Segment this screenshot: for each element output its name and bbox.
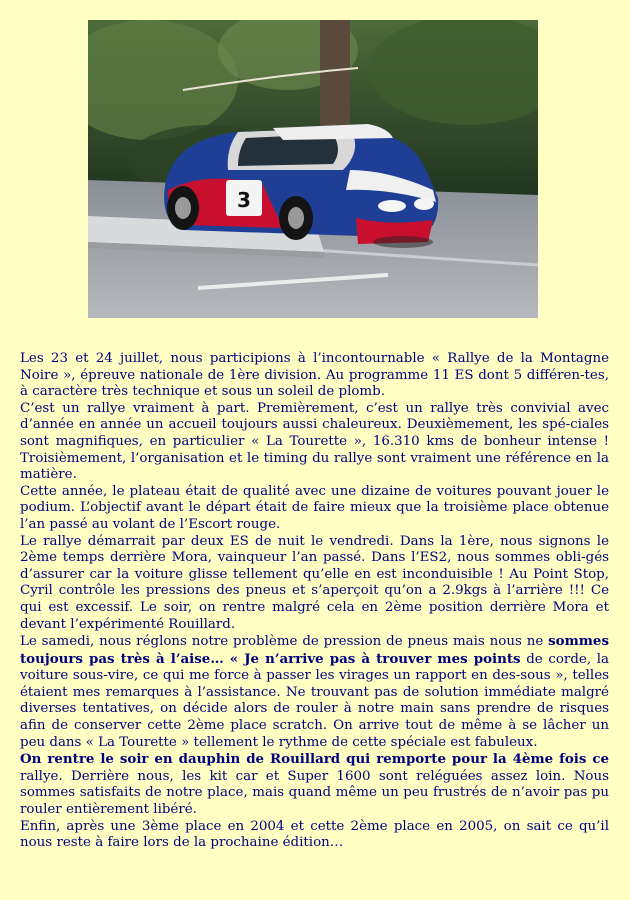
paragraph-result-end: rallye. Derrière nous, les kit car et Super 1600 sont reléguées assez loin. Nous sommes satisfaits de notre place, mais quand même un peu frustrés de n’avoir pas pu rouler entièrement libéré.: [20, 768, 609, 818]
paragraph-rally-description: C’est un rallye vraiment à part. Premièrement, c’est un rallye très convivial avec d’année en année un accueil toujours aussi chaleureux. Deuxièmement, les spé-ciales sont magnifiques, en particulier « La Tourette », 16.310 kms de bonheur intense ! Troisièmement, l’organisation et le timing du rallye sont vraiment une référence en la matière.: [20, 400, 609, 483]
paragraph-friday: Le rallye démarrait par deux ES de nuit le vendredi. Dans la 1ère, nous signons le 2ème temps derrière Mora, vainqueur l’an passé. Dans l’ES2, nous sommes obli-gés d’assurer car la voiture glisse tellement qu’elle en est inconduisible ! Au Point Stop, Cyril contrôle les pressions des pneus et s’aperçoit qu’on a 2.9kgs à l’arrière !!! Ce qui est excessif. Le soir, on rentre malgré cela en 2ème position derrière Mora et devant l’expérimenté Rouillard.: [20, 533, 609, 632]
paragraph-conclusion: Enfin, après une 3ème place en 2004 et cette 2ème place en 2005, on sait ce qu’il nous reste à faire lors de la prochaine édition…: [20, 818, 609, 851]
paragraph-field: Cette année, le plateau était de qualité avec une dizaine de voitures pouvant jouer le podium. L’objectif avant le départ était de faire mieux que la troisième place obtenue l’an passé au volant de l’Escort rouge.: [20, 483, 609, 532]
paragraph-saturday: [20, 633, 609, 751]
rally-car-photo: [88, 20, 538, 318]
paragraph-saturday-end: de corde, la voiture sous-vire, ce qui me force à passer les virages un rapport en des-sous », telles étaient mes remarques à l’assistance. Ne trouvant pas de solution immédiate malgré diverses tentatives, on décide alors de rouler à notre main sans prendre de risques afin de conserver cette 2ème place scratch. On arrive tout de même à se lâcher un peu dans « La Tourette » tellement le rythme de cette spéciale est fabuleux.: [20, 651, 610, 750]
paragraph-intro: Les 23 et 24 juillet, nous participions à l’incontournable « Rallye de la Montagne Noire », épreuve nationale de 1ère division. Au programme 11 ES dont 5 différen-tes, à caractère très technique et sous un soleil de plomb.: [20, 351, 609, 400]
article-text: [20, 351, 609, 852]
paragraph-saturday-start: Le samedi, nous réglons notre problème de pression de pneus mais nous ne: [20, 634, 549, 650]
car-number: 3: [237, 188, 251, 212]
paragraph-result: [20, 751, 609, 818]
paragraph-result-bold: On rentre le soir en dauphin de Rouillard qui remporte pour la 4ème fois ce: [20, 751, 609, 768]
rally-car-illustration: [88, 20, 538, 318]
paragraph-saturday-bold: sommes toujours pas très à l’aise… « Je n’arrive pas à trouver mes points: [20, 633, 609, 667]
